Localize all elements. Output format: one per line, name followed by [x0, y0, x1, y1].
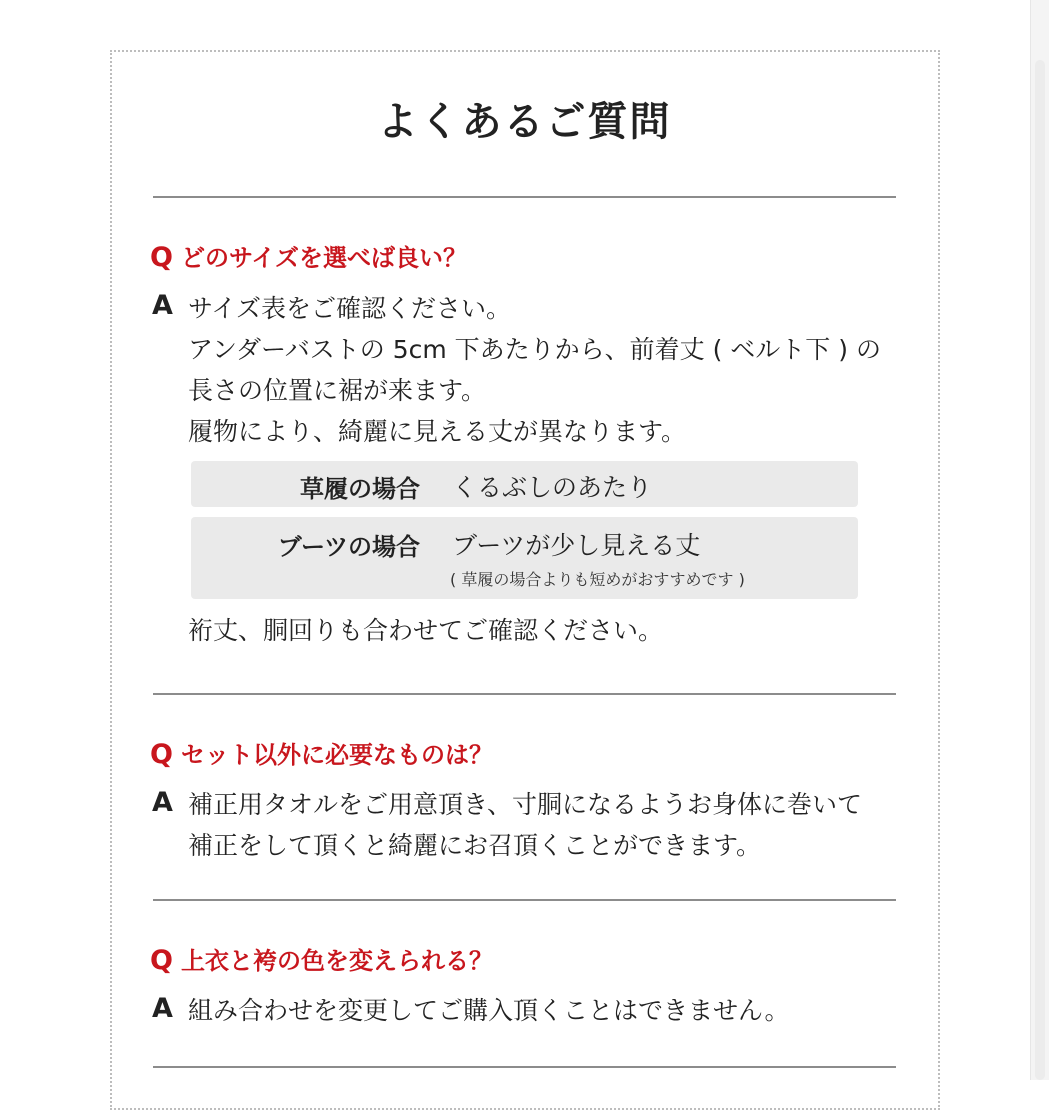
answer-line: 履物により、綺麗に見える丈が異なります。: [188, 417, 687, 446]
scrollbar-thumb[interactable]: [1035, 60, 1045, 1080]
footwear-label: ブーツの場合: [277, 533, 420, 561]
answer-line: 長さの位置に裾が来ます。: [188, 376, 487, 405]
divider: [153, 1066, 896, 1068]
footwear-row-boots: [191, 517, 858, 599]
footwear-value: くるぶしのあたり: [452, 473, 653, 502]
a-mark: A: [152, 993, 173, 1024]
answer-1: [188, 288, 881, 452]
answer-line: 補正用タオルをご用意頂き、寸胴になるようお身体に巻いて: [188, 790, 863, 819]
question-2: [150, 735, 493, 770]
answer-line: 組み合わせを変更してご購入頂くことはできません。: [188, 996, 790, 1025]
divider: [153, 693, 896, 695]
divider: [153, 899, 896, 901]
q-mark: Q: [150, 945, 173, 976]
footwear-label: 草履の場合: [300, 475, 420, 503]
page-title: よくあるご質問: [377, 99, 672, 145]
footwear-value: ブーツが少し見える丈: [452, 531, 701, 560]
q-mark: Q: [150, 242, 173, 273]
answer-line: サイズ表をご確認ください。: [188, 294, 512, 323]
answer-1-footer: 裄丈、胴回りも合わせてご確認ください。: [188, 616, 664, 645]
answer-2: [188, 784, 862, 866]
footwear-note: ( 草履の場合よりも短めがおすすめです ): [450, 570, 745, 589]
question-text: どのサイズを選べば良い？: [180, 244, 468, 272]
question-1: [150, 238, 467, 273]
question-3: [150, 941, 493, 976]
question-text: 上衣と袴の色を変えられる？: [180, 947, 493, 975]
answer-line: 補正をして頂くと綺麗にお召頂くことができます。: [188, 831, 762, 860]
a-mark: A: [152, 787, 173, 818]
divider: [153, 196, 896, 198]
footwear-row-zori: [191, 461, 858, 507]
answer-line: アンダーバストの 5cm 下あたりから、前着丈 ( ベルト下 ) の: [188, 335, 881, 364]
question-text: セット以外に必要なものは？: [180, 741, 493, 769]
answer-3: [188, 990, 790, 1031]
q-mark: Q: [150, 739, 173, 770]
scrollbar-track[interactable]: [1030, 0, 1049, 1080]
a-mark: A: [152, 290, 173, 321]
